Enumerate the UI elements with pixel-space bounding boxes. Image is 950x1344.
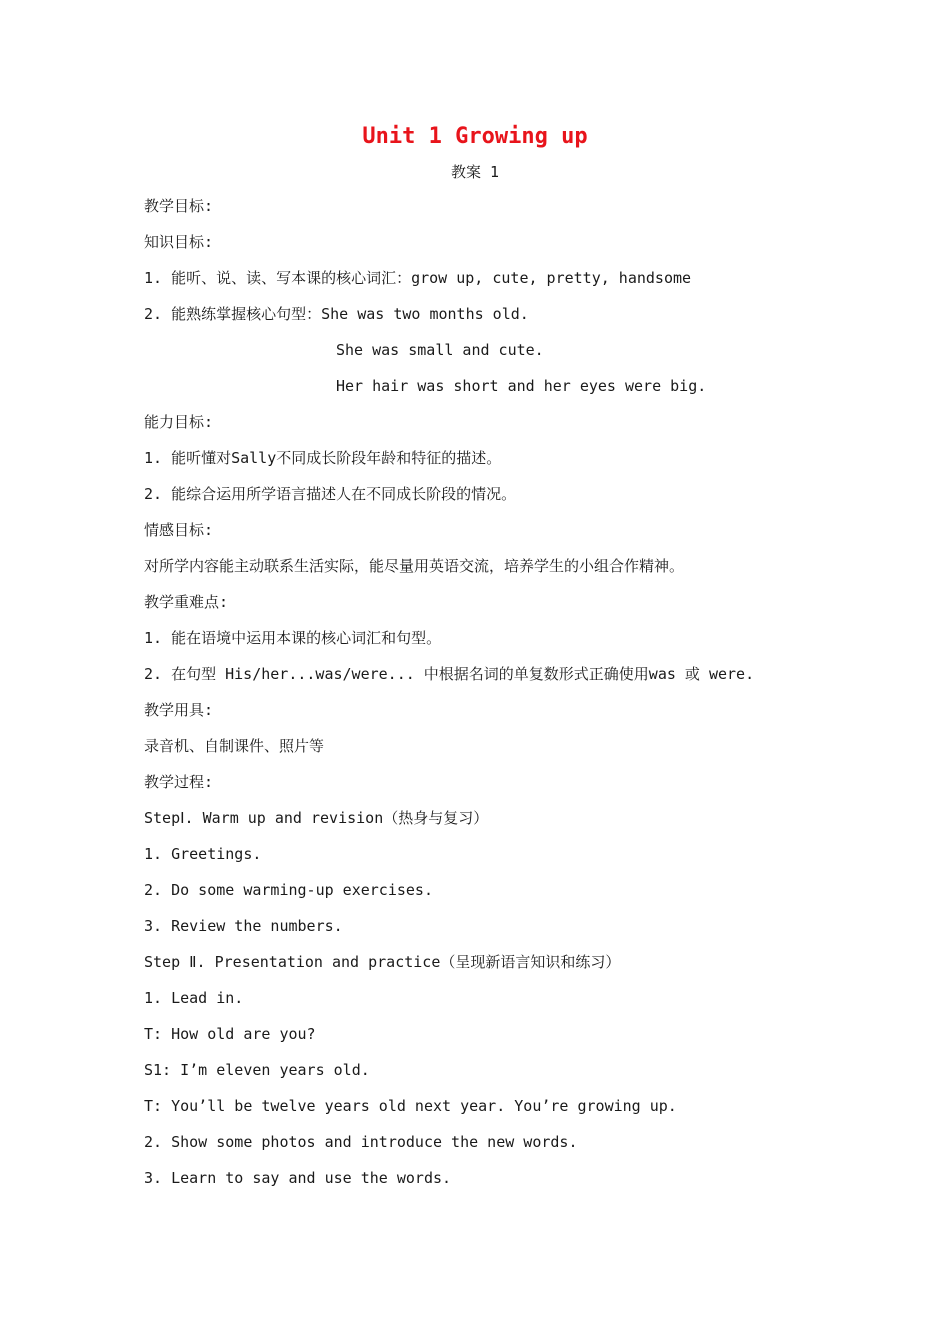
list-item: 2. Show some photos and introduce the new words.	[144, 1133, 578, 1151]
paragraph: 录音机、自制课件、照片等	[144, 737, 325, 755]
list-item: 1. 能在语境中运用本课的核心词汇和句型。	[144, 629, 442, 647]
dialogue-line: S1: I’m eleven years old.	[144, 1061, 370, 1079]
section-heading-process: 教学过程:	[144, 773, 214, 791]
list-item: 3. Learn to say and use the words.	[144, 1169, 452, 1187]
step-heading: Step Ⅱ. Presentation and practice（呈现新语言知识和练习）	[144, 953, 621, 971]
sentence-pattern: Her hair was short and her eyes were big.	[336, 377, 707, 395]
document-subtitle: 教案 1	[450, 163, 500, 181]
step-heading: StepⅠ. Warm up and revision（热身与复习）	[144, 809, 489, 827]
list-item: 2. Do some warming-up exercises.	[144, 881, 433, 899]
list-item: 1. 能听、说、读、写本课的核心词汇：grow up, cute, pretty, handsome	[144, 269, 692, 287]
document-title: Unit 1 Growing up	[362, 124, 588, 149]
document-body	[144, 195, 844, 1203]
sentence-pattern: She was small and cute.	[336, 341, 544, 359]
paragraph: 对所学内容能主动联系生活实际，能尽量用英语交流，培养学生的小组合作精神。	[144, 557, 685, 575]
list-item: 2. 在句型 His/her...was/were... 中根据名词的单复数形式正确使用was 或 were.	[144, 665, 755, 683]
section-heading-key-points: 教学重难点:	[144, 593, 229, 611]
list-item: 2. 能综合运用所学语言描述人在不同成长阶段的情况。	[144, 485, 517, 503]
list-item: 1. 能听懂对Sally不同成长阶段年龄和特征的描述。	[144, 449, 502, 467]
dialogue-line: T: How old are you?	[144, 1025, 316, 1043]
section-heading-tools: 教学用具:	[144, 701, 214, 719]
list-item: 1. Lead in.	[144, 989, 244, 1007]
dialogue-line: T: You’ll be twelve years old next year. You’re growing up.	[144, 1097, 677, 1115]
subheading-knowledge: 知识目标:	[144, 233, 214, 251]
list-item: 2. 能熟练掌握核心句型：She was two months old.	[144, 305, 529, 323]
list-item: 3. Review the numbers.	[144, 917, 343, 935]
subheading-ability: 能力目标:	[144, 413, 214, 431]
section-heading-objectives: 教学目标:	[144, 197, 214, 215]
subheading-emotion: 情感目标:	[144, 521, 214, 539]
list-item: 1. Greetings.	[144, 845, 262, 863]
